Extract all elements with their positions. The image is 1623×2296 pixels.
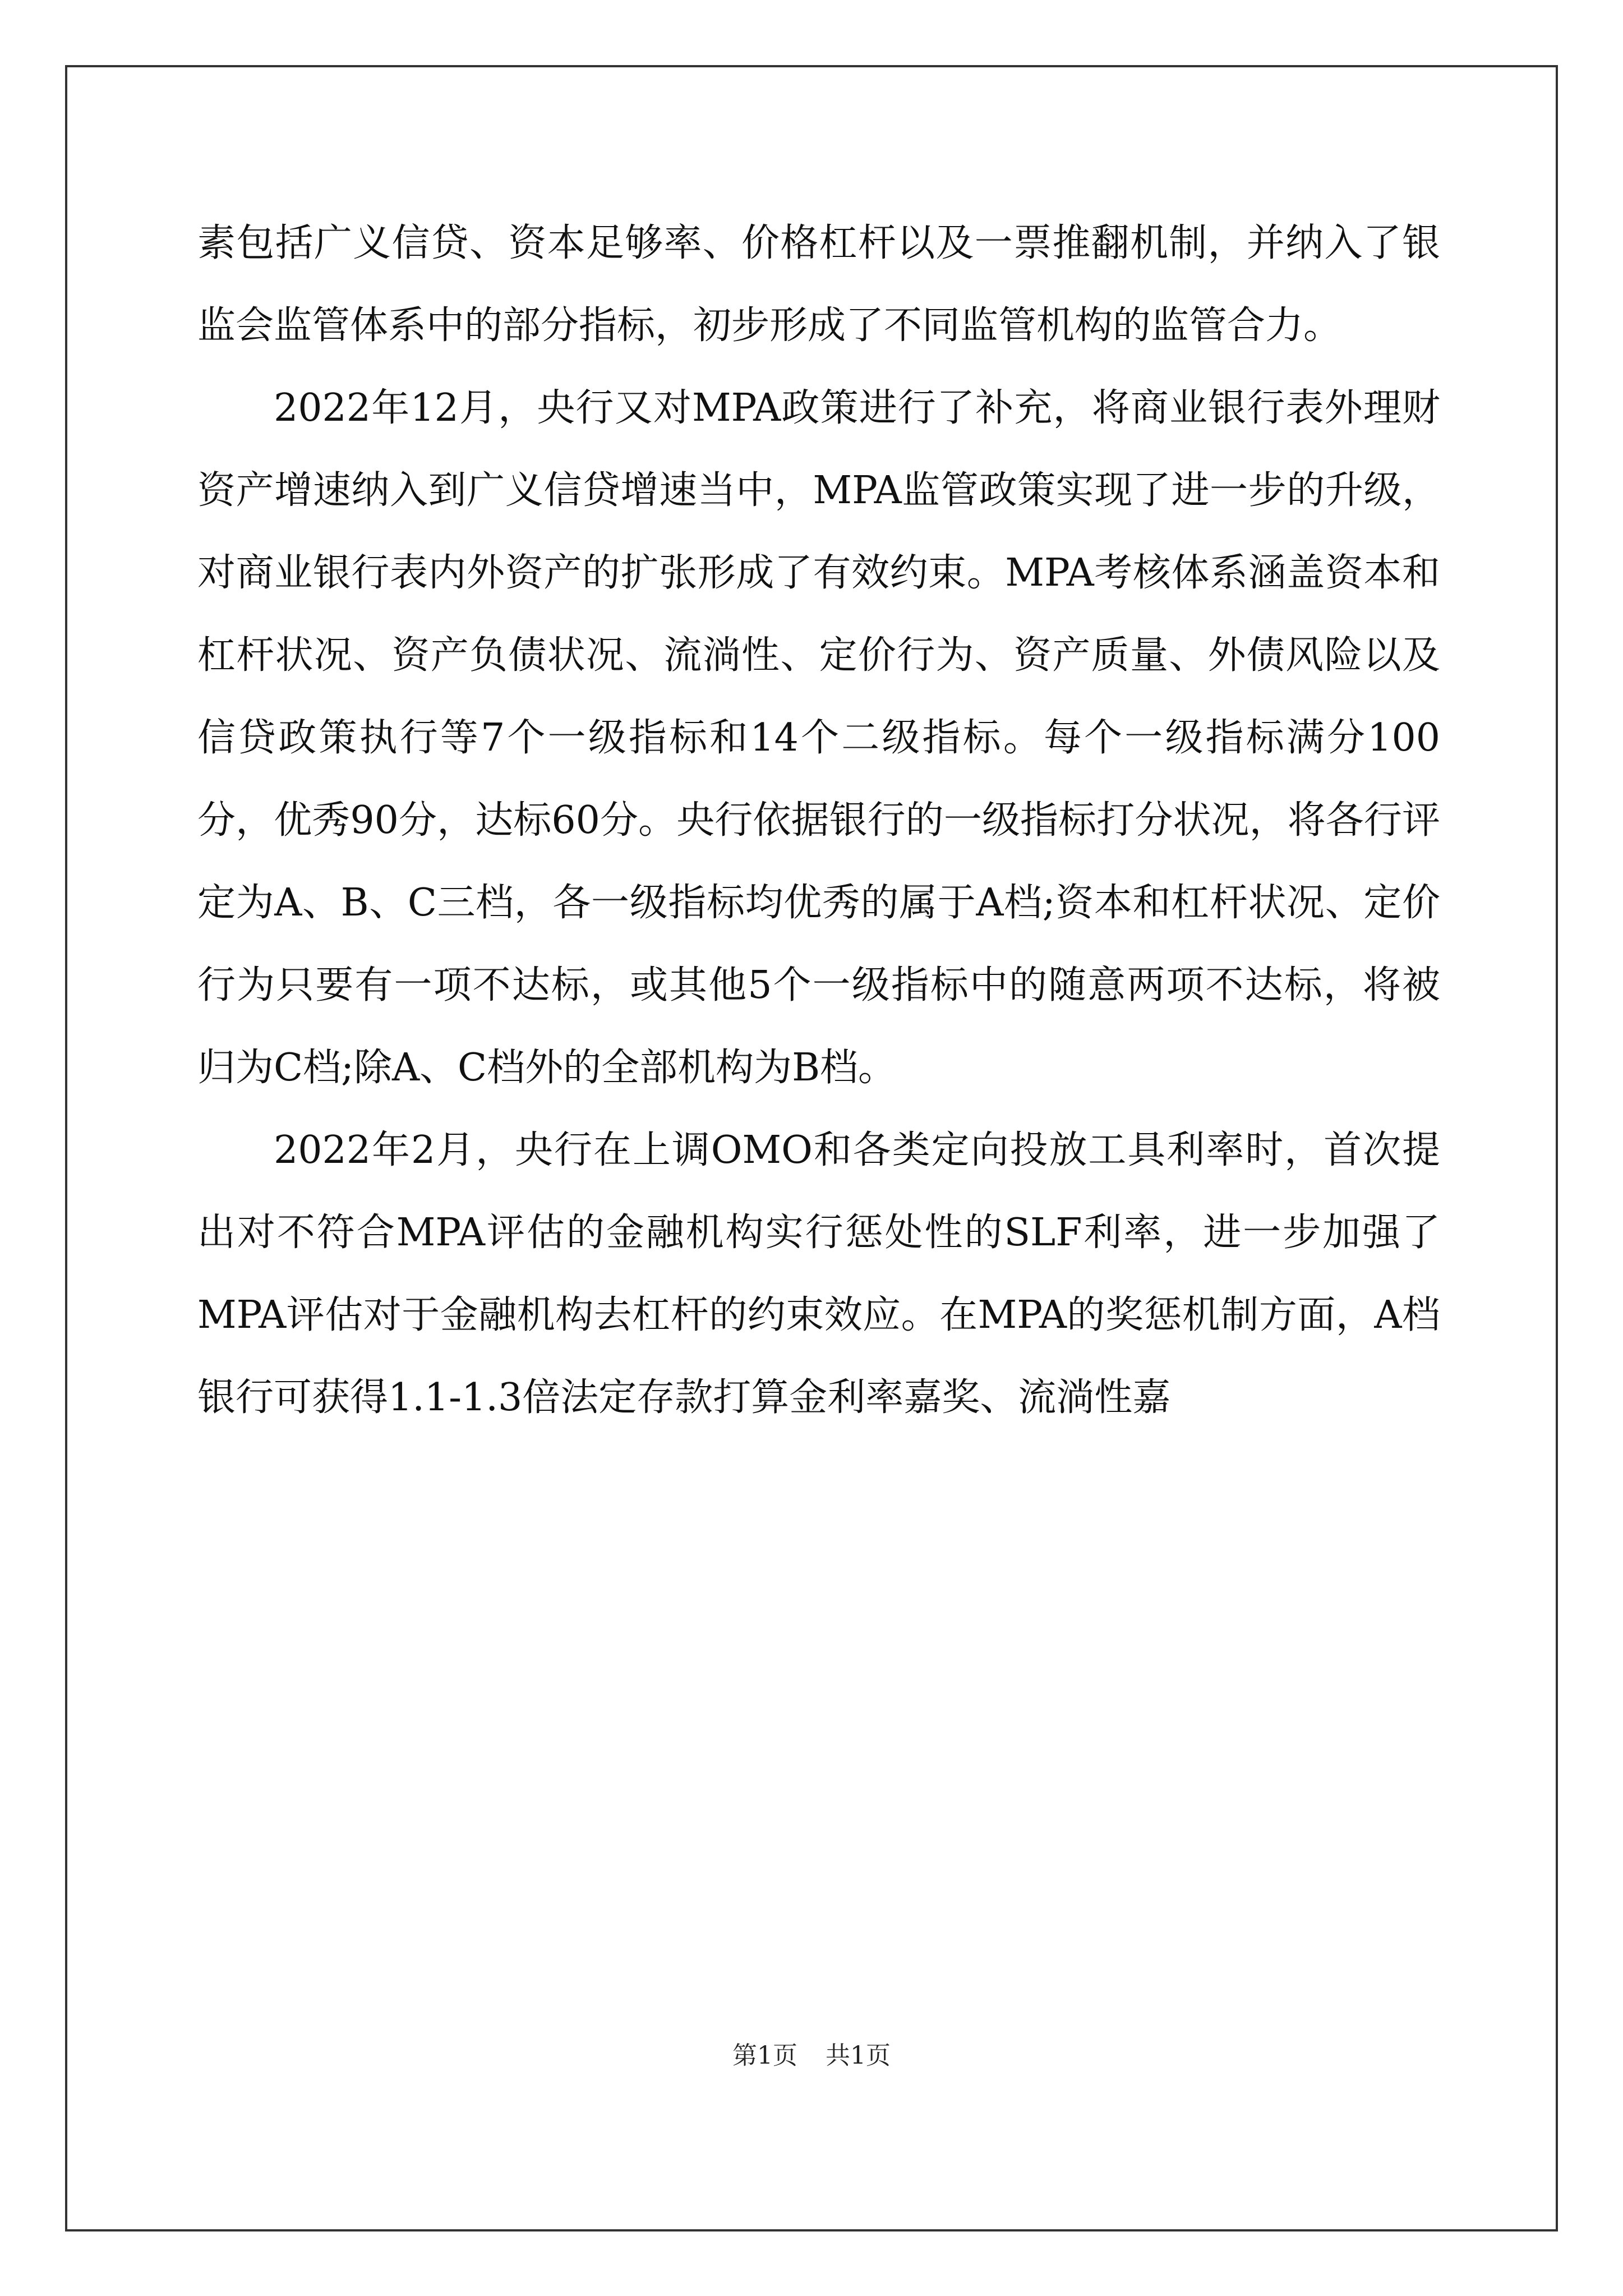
paragraph-1: 素包括广义信贷、资本足够率、价格杠杆以及一票推翻机制，并纳入了银监会监管体系中的部分指标，初步形成了不同监管机构的监管合力。 [197, 221, 1440, 348]
total-pages-label: 共1页 [826, 2041, 891, 2070]
page-footer [0, 2035, 1623, 2071]
current-page-label: 第1页 [732, 2041, 797, 2070]
paragraph-3: 2022年2月，央行在上调OMO和各类定向投放工具利率时，首次提出对不符合MPA评估的金融机构实行惩处性的SLF利率，进一步加强了MPA评估对于金融机构去杠杆的约束效应。在MPA的奖惩机制方面，A档银行可获得1.1-1.3倍法定存款打算金利率嘉奖、流淌性嘉 [197, 1128, 1440, 1420]
paragraph-2: 2022年12月，央行又对MPA政策进行了补充，将商业银行表外理财资产增速纳入到广义信贷增速当中，MPA监管政策实现了进一步的升级，对商业银行表内外资产的扩张形成了有效约束。MPA考核体系涵盖资本和杠杆状况、资产负债状况、流淌性、定价行为、资产质量、外债风险以及信贷政策执行等7个一级指标和14个二级指标。每个一级指标满分100分，优秀90分，达标60分。央行依据银行的一级指标打分状况，将各行评定为A、B、C三档，各一级指标均优秀的属于A档;资本和杠杆状况、定价行为只要有一项不达标，或其他5个一级指标中的随意两项不达标，将被归为C档;除A、C档外的全部机构为B档。 [197, 386, 1440, 1090]
document-body [197, 202, 1440, 1439]
